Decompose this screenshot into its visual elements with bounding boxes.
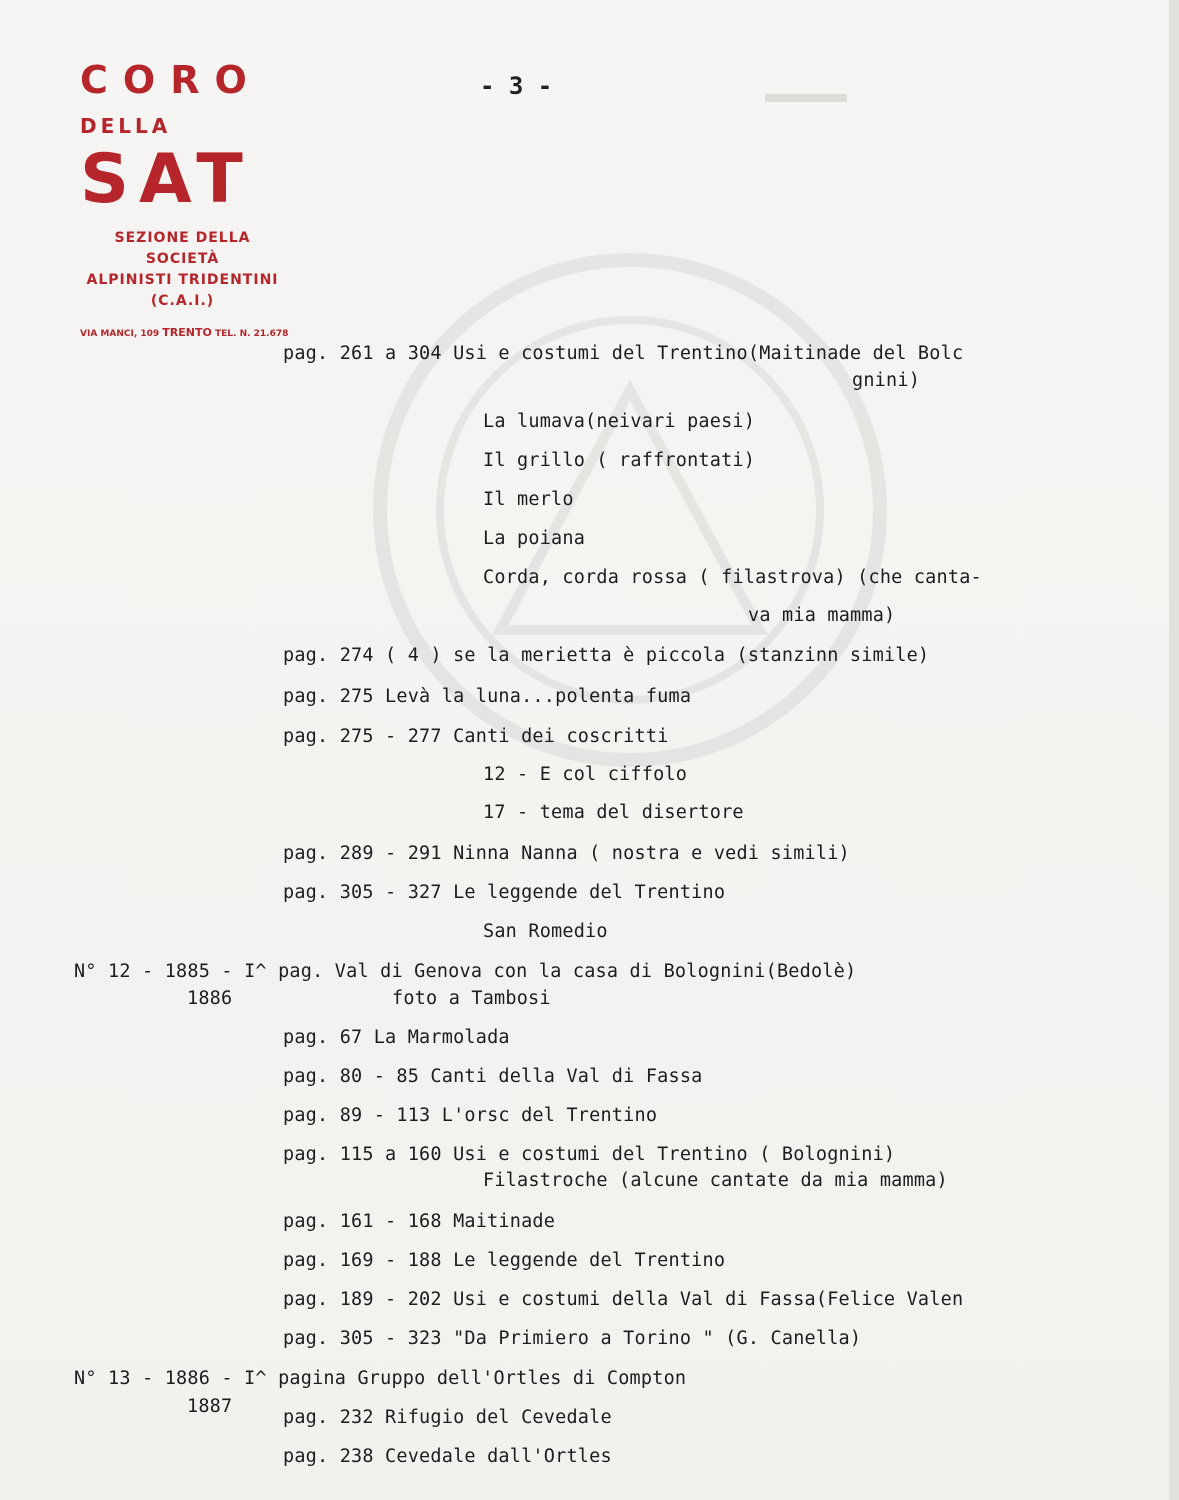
page-number: - 3 - (480, 72, 553, 100)
typed-line: va mia mamma) (748, 605, 896, 626)
letterhead-sub3: (C.A.I.) (150, 293, 215, 309)
typed-line: Il merlo (483, 489, 574, 510)
address-street: VIA MANCI, 109 (80, 329, 163, 339)
letterhead-coro: CORO (80, 58, 262, 102)
typed-line: La poiana (483, 528, 586, 549)
typed-line: pag. 275 - 277 Canti dei coscritti (283, 726, 669, 747)
typed-line: pag. 305 - 327 Le leggende del Trentino (283, 882, 726, 903)
typed-line: Il grillo ( raffrontati) (483, 450, 756, 471)
faded-stamp-mark (765, 94, 847, 102)
letterhead-della: DELLA (80, 114, 172, 138)
letterhead (80, 58, 289, 339)
typed-line: Filastroche (alcune cantate da mia mamma) (483, 1170, 948, 1191)
typed-line: pag. 289 - 291 Ninna Nanna ( nostra e vedi simili) (283, 843, 850, 864)
letterhead-address (80, 326, 289, 339)
typed-line: N° 13 - 1886 - I^ pagina Gruppo dell'Ortles di Compton (74, 1368, 687, 1389)
typed-line: pag. 238 Cevedale dall'Ortles (283, 1446, 612, 1467)
address-phone: TEL. N. 21.678 (211, 329, 289, 339)
typed-line: foto a Tambosi (392, 988, 551, 1009)
typed-line: 1886 (187, 988, 233, 1009)
typed-line: San Romedio (483, 921, 608, 942)
page-edge (1169, 0, 1179, 1500)
typed-line: pag. 275 Levà la luna...polenta fuma (283, 686, 692, 707)
address-city: TRENTO (162, 326, 212, 339)
typed-line: pag. 305 - 323 "Da Primiero a Torino " (G. Canella) (283, 1328, 862, 1349)
typed-line: 17 - tema del disertore (483, 802, 744, 823)
typed-line: pag. 169 - 188 Le leggende del Trentino (283, 1250, 726, 1271)
typed-line: pag. 80 - 85 Canti della Val di Fassa (283, 1066, 703, 1087)
typed-line: pag. 261 a 304 Usi e costumi del Trentino(Maitinade del Bolc (283, 343, 964, 364)
typed-line: pag. 67 La Marmolada (283, 1027, 510, 1048)
typed-line: pag. 115 a 160 Usi e costumi del Trentino ( Bolognini) (283, 1144, 896, 1165)
typed-line: pag. 274 ( 4 ) se la merietta è piccola (stanzinn simile) (283, 645, 930, 666)
watermark-stamp (330, 160, 930, 860)
typed-line: 12 - E col ciffolo (483, 764, 688, 785)
typed-line: Corda, corda rossa ( filastrova) (che canta- (483, 567, 982, 588)
typed-line: 1887 (187, 1396, 233, 1417)
typed-line: pag. 189 - 202 Usi e costumi della Val di Fassa(Felice Valen (283, 1289, 964, 1310)
typed-line: pag. 232 Rifugio del Cevedale (283, 1407, 612, 1428)
typed-line: La lumava(neivari paesi) (483, 411, 756, 432)
letterhead-sub1: SEZIONE DELLA SOCIETÀ (114, 230, 251, 267)
typed-line: pag. 161 - 168 Maitinade (283, 1211, 556, 1232)
typed-line: N° 12 - 1885 - I^ pag. Val di Genova con la casa di Bolognini(Bedolè) (74, 961, 857, 982)
letterhead-sat: SAT (80, 140, 253, 219)
letterhead-sub2: ALPINISTI TRIDENTINI (86, 272, 279, 288)
typed-line: gnini) (852, 370, 921, 391)
typed-line: pag. 89 - 113 L'orsc del Trentino (283, 1105, 658, 1126)
